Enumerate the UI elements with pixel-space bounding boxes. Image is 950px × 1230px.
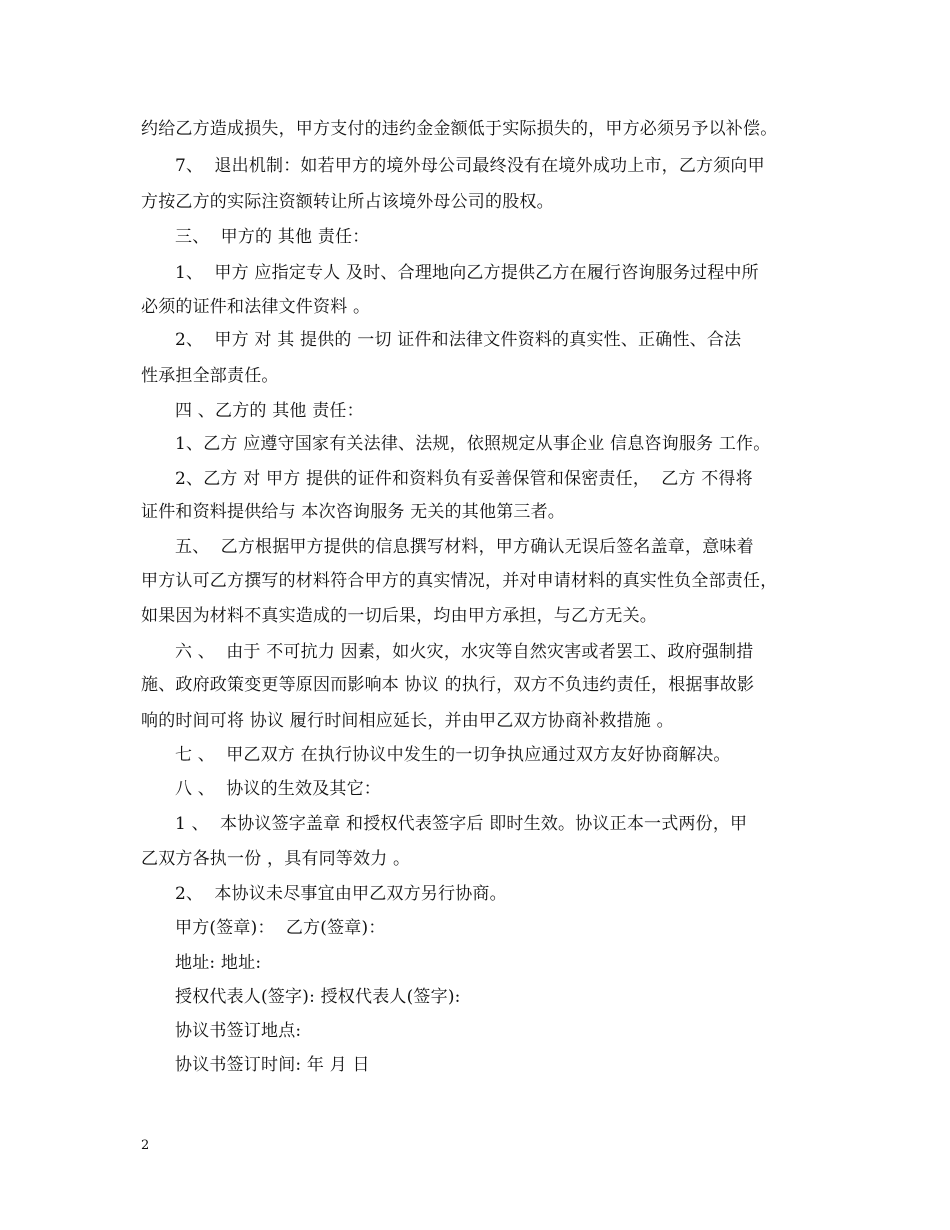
text-line-7: 2、 甲方 对 其 提供的 一切 证件和法律文件资料的真实性、正确性、合法 — [175, 330, 742, 350]
section-heading-6: 六 、 由于 不可抗力 因素，如火灾，水灾等自然灾害或者罢工、政府强制措 — [175, 642, 754, 662]
section-heading-8: 八 、 协议的生效及其它： — [175, 779, 382, 799]
signature-line-address: 地址: 地址: — [175, 953, 262, 973]
signature-line-date: 协议书签订时间: 年 月 日 — [175, 1055, 370, 1075]
section-heading-3: 三、 甲方的 其他 责任： — [175, 227, 370, 247]
section-heading-7: 七 、 甲乙双方 在执行协议中发生的一切争执应通过双方友好协商解决。 — [175, 745, 731, 765]
text-line-14: 甲方认可乙方撰写的材料符合甲方的真实情况，并对申请材料的真实性负全部责任， — [141, 571, 778, 591]
text-line-15: 如果因为材料不真实造成的一切后果，均由甲方承担，与乙方无关。 — [141, 606, 657, 626]
text-line-5: 1、 甲方 应指定专人 及时、合理地向乙方提供乙方在履行咨询服务过程中所 — [175, 263, 759, 283]
text-line-10: 1、乙方 应遵守国家有关法律、法规，依照规定从事企业 信息咨询服务 工作。 — [175, 434, 771, 454]
text-line-23: 2、 本协议未尽事宜由甲乙双方另行协商。 — [175, 884, 507, 904]
text-line-22: 乙双方各执一份 ，具有同等效力 。 — [141, 849, 411, 869]
text-line-3: 方按乙方的实际注资额转让所占该境外母公司的股权。 — [141, 192, 554, 212]
text-line-18: 响的时间可将 协议 履行时间相应延长，并由甲乙双方协商补救措施 。 — [141, 711, 674, 731]
signature-line-place: 协议书签订地点: — [175, 1021, 302, 1041]
text-line-12: 证件和资料提供给与 本次咨询服务 无关的其他第三者。 — [141, 502, 566, 522]
text-line-21: 1 、 本协议签字盖章 和授权代表签字后 即时生效。协议正本一式两份，甲 — [175, 814, 748, 834]
signature-line-seal: 甲方(签章)： 乙方(签章)： — [175, 918, 386, 938]
text-line-6: 必须的证件和法律文件资料 。 — [141, 297, 371, 317]
section-heading-5: 五、 乙方根据甲方提供的信息撰写材料，甲方确认无误后签名盖章，意味着 — [175, 537, 754, 557]
text-line-8: 性承担全部责任。 — [141, 366, 279, 386]
page-number: 2 — [141, 1138, 150, 1153]
text-line-11: 2、乙方 对 甲方 提供的证件和资料负有妥善保管和保密责任， 乙方 不得将 — [175, 469, 753, 489]
text-line-2: 7、 退出机制：如若甲方的境外母公司最终没有在境外成功上市，乙方须向甲 — [175, 156, 765, 176]
text-line-17: 施、政府政策变更等原因而影响本 协议 的执行，双方不负违约责任，根据事故影 — [141, 675, 755, 695]
section-heading-4: 四 、乙方的 其他 责任： — [175, 401, 364, 421]
text-line-1: 约给乙方造成损失，甲方支付的违约金金额低于实际损失的，甲方必须另予以补偿。 — [141, 119, 778, 139]
signature-line-representative: 授权代表人(签字): 授权代表人(签字): — [175, 987, 461, 1007]
